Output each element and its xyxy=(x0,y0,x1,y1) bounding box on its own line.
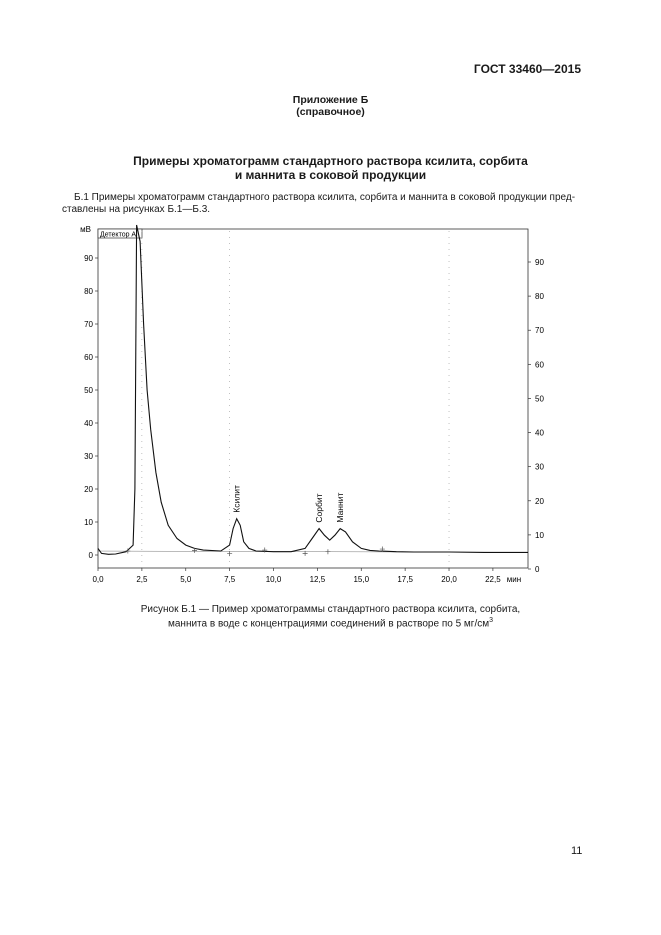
x-tick-label: 20,0 xyxy=(441,575,457,584)
y-tick-label-left: 60 xyxy=(84,353,93,362)
y-tick-label-left: 80 xyxy=(84,287,93,296)
x-tick-label: 15,0 xyxy=(353,575,370,584)
x-tick-label: 7,5 xyxy=(224,575,236,584)
x-axis-label: мин xyxy=(506,575,522,584)
page-number: 11 xyxy=(571,845,583,857)
y-tick-label-right: 90 xyxy=(535,258,544,267)
appendix-subtitle: (справочное) xyxy=(296,106,365,118)
y-tick-label-right: 20 xyxy=(535,496,544,506)
y-axis-label: мВ xyxy=(80,225,91,234)
x-tick-label: 5,0 xyxy=(180,575,192,584)
y-tick-label-left: 20 xyxy=(84,485,93,494)
y-tick-label-left: 50 xyxy=(84,386,93,395)
x-tick-label: 0,0 xyxy=(92,575,104,584)
peak-label: Ксилит xyxy=(231,485,242,513)
y-tick-label-left: 70 xyxy=(84,320,93,329)
integration-marker xyxy=(125,549,130,554)
plot-frame xyxy=(98,229,528,568)
y-tick-label-right: 50 xyxy=(535,394,544,404)
x-tick-label: 12,5 xyxy=(309,575,326,584)
figure-caption-line2 xyxy=(0,617,661,629)
y-tick-label-left: 30 xyxy=(84,452,93,461)
plot-area xyxy=(80,225,544,584)
appendix-title: Приложение Б xyxy=(292,94,369,106)
chromatogram-line xyxy=(98,225,528,554)
y-tick-label-right: 10 xyxy=(535,530,544,540)
figure-caption-sup: 3 xyxy=(489,617,494,624)
chromatogram-chart xyxy=(60,222,560,592)
integration-marker xyxy=(227,551,232,556)
x-tick-label: 10,0 xyxy=(265,575,282,584)
y-tick-label-right: 60 xyxy=(535,360,544,370)
detector-label: Детектор A xyxy=(100,231,137,239)
y-tick-label-left: 10 xyxy=(84,518,93,527)
y-tick-label-right: 70 xyxy=(535,326,544,336)
integration-marker xyxy=(325,549,330,554)
section-title-line2: и маннита в соковой продукции xyxy=(234,168,427,182)
y-tick-label-right: 30 xyxy=(535,462,544,472)
y-tick-label-right: 80 xyxy=(535,292,544,302)
x-tick-label: 17,5 xyxy=(397,575,413,584)
figure-caption-line1: Рисунок Б.1 — Пример хроматограммы стандартного раствора ксилита, сорбита, xyxy=(140,604,521,615)
x-tick-label: 22,5 xyxy=(485,575,501,584)
y-tick-label-right: 40 xyxy=(535,428,544,438)
peak-label: Маннит xyxy=(335,492,346,523)
y-tick-label-left: 40 xyxy=(84,419,93,428)
figure-caption-text: маннита в воде с концентрациями соединений в растворе по 5 мг/см xyxy=(167,618,490,630)
section-title-line1: Примеры хроматограмм стандартного раствора ксилита, сорбита xyxy=(133,154,528,168)
paragraph-line2: ставлены на рисунках Б.1—Б.3. xyxy=(62,204,211,215)
y-tick-label-right: 0 xyxy=(535,565,540,574)
y-tick-label-left: 90 xyxy=(84,254,93,263)
x-tick-label: 2,5 xyxy=(136,575,148,584)
paragraph-line1: Б.1 Примеры хроматограмм стандартного раствора ксилита, сорбита и маннита в соковой продукции пред- xyxy=(74,192,576,203)
standard-number: ГОСТ 33460—2015 xyxy=(473,62,581,76)
peak-label: Сорбит xyxy=(314,493,325,523)
y-tick-label-left: 0 xyxy=(88,551,93,560)
